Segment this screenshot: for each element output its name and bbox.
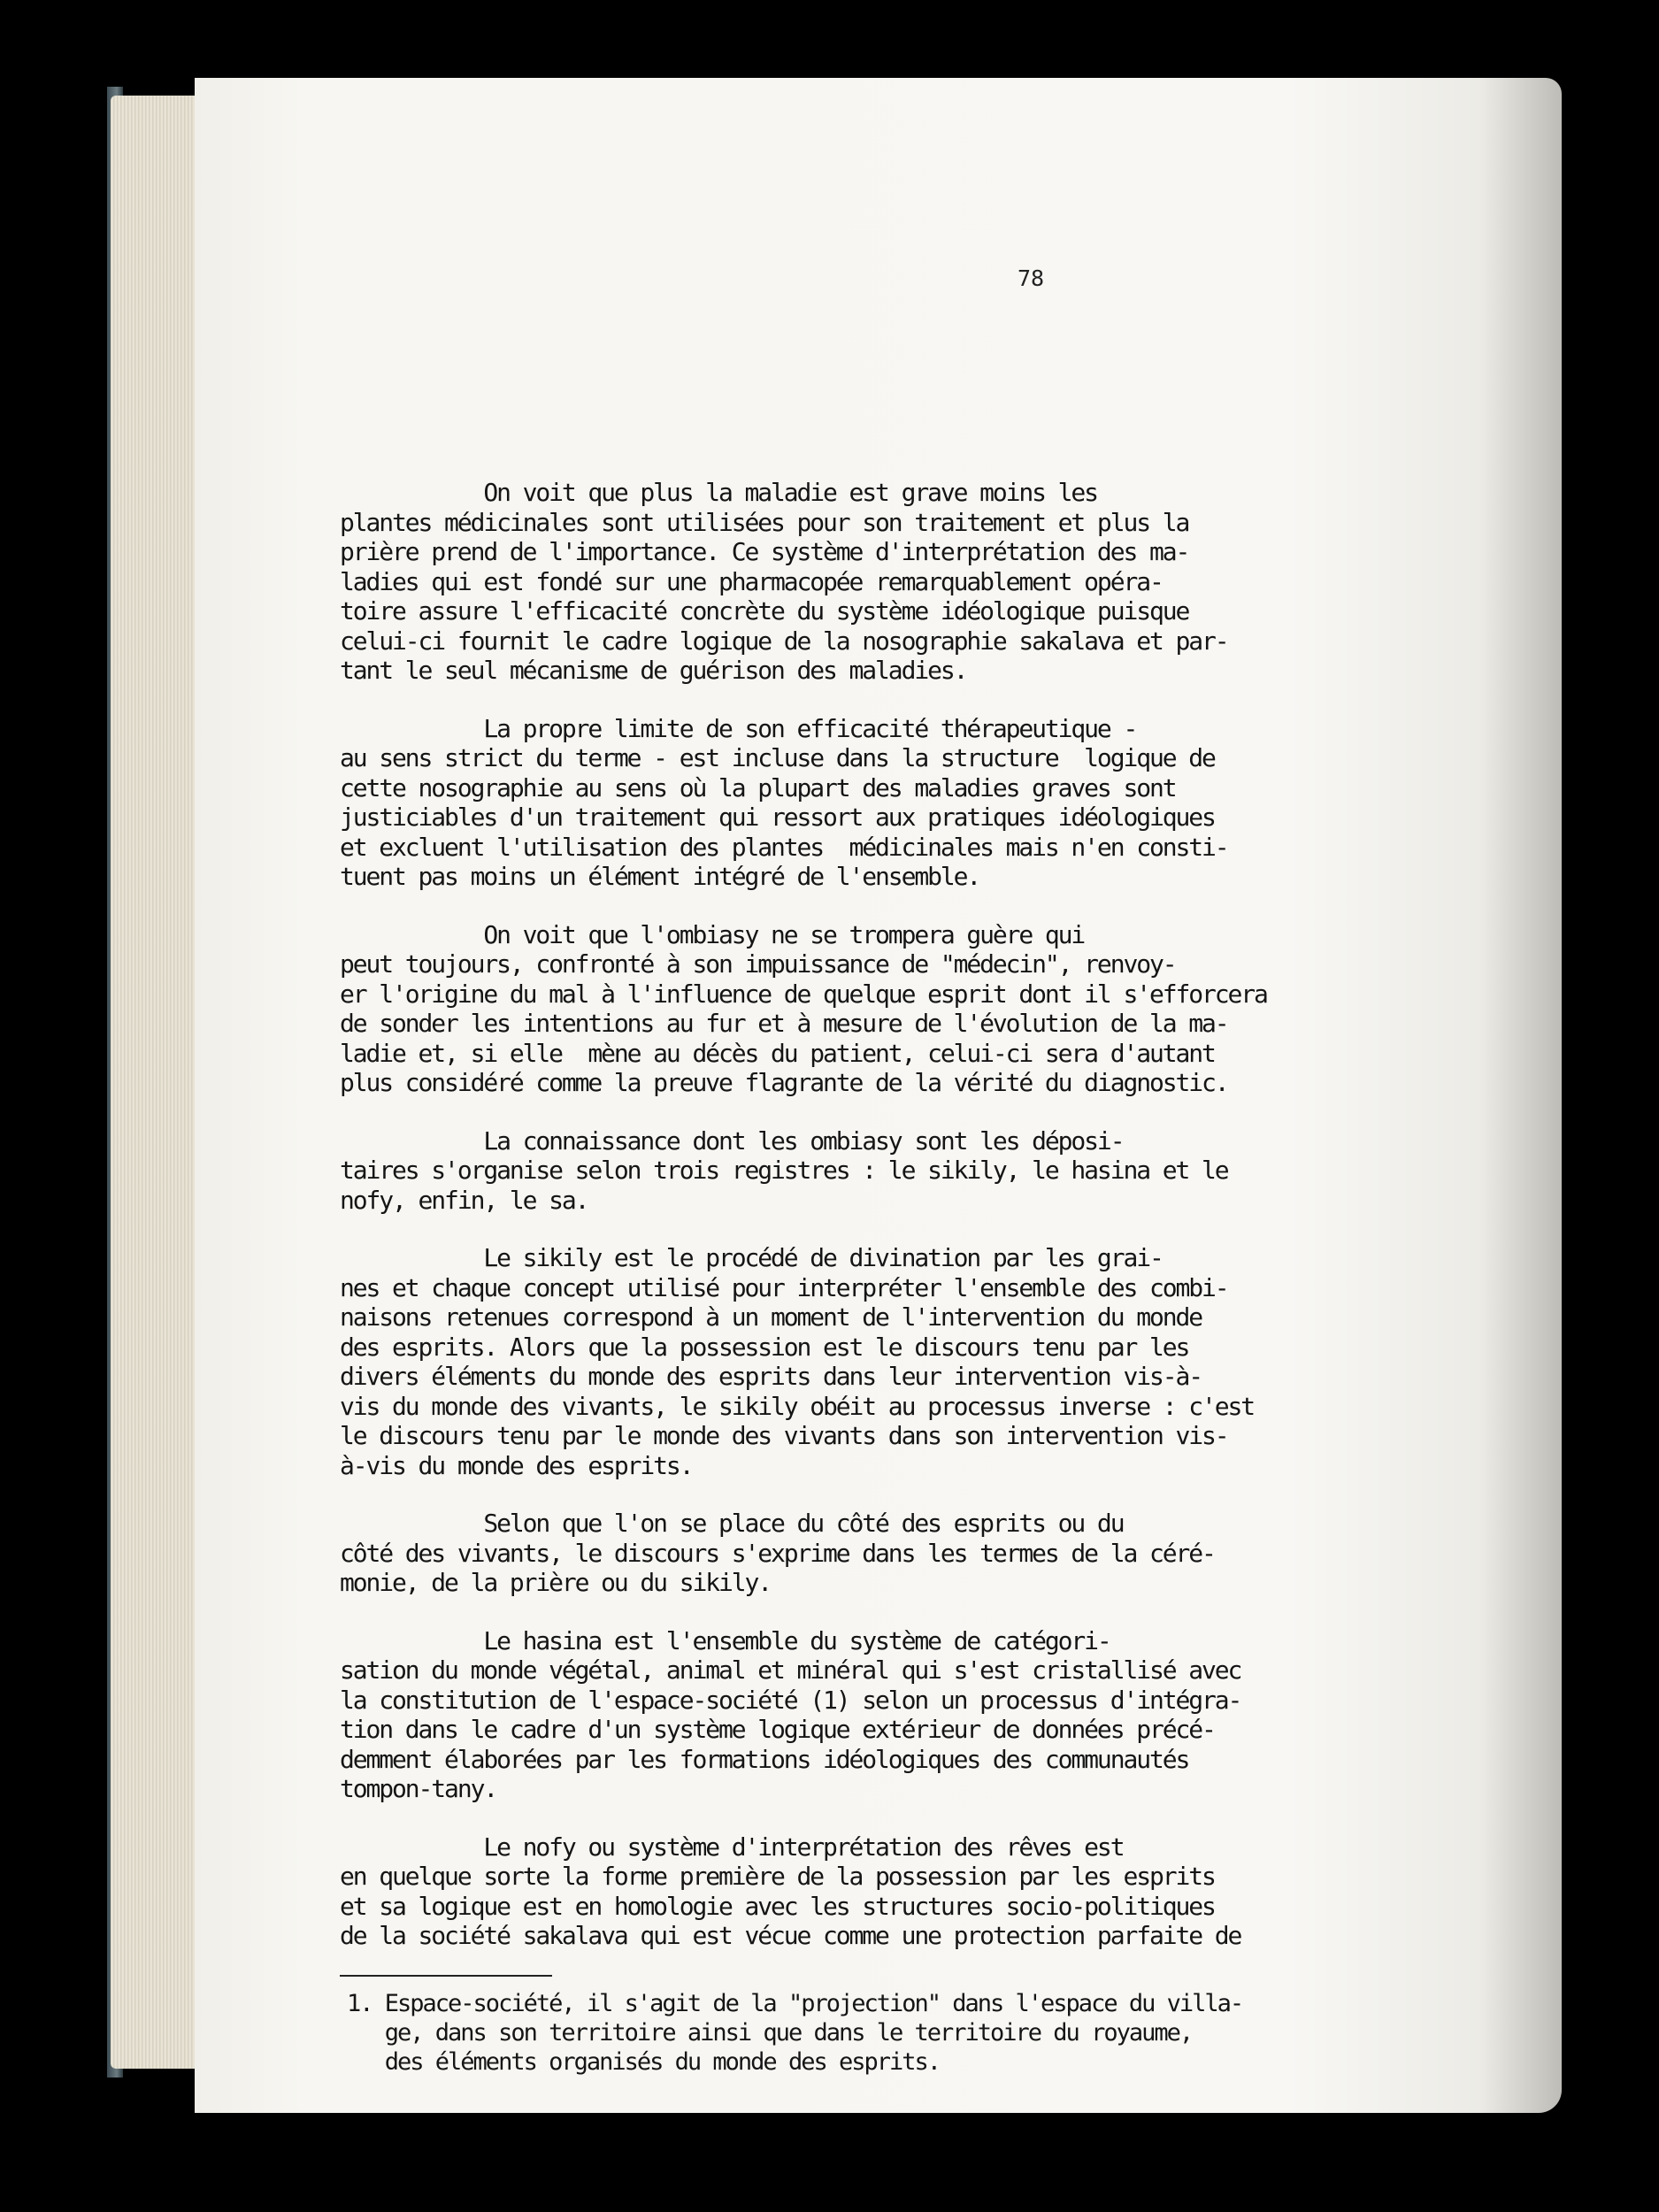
paragraph (340, 1509, 1463, 1598)
text-line: à-vis du monde des esprits. (340, 1450, 693, 1480)
page-edges (111, 96, 208, 2069)
text-line: taires s'organise selon trois registres : le sikily, le hasina et le (340, 1156, 1228, 1185)
footnote-divider (340, 1975, 552, 1977)
text-line: toire assure l'efficacité concrète du système idéologique puisque (340, 596, 1189, 626)
text-line: peut toujours, confronté à son impuissance de "médecin", renvoy- (340, 949, 1176, 979)
text-line: On voit que plus la maladie est grave moins les (340, 478, 1097, 507)
text-line: cette nosographie au sens où la plupart des maladies graves sont (340, 772, 1176, 803)
paragraph-gap (340, 892, 1463, 920)
paragraph-gap (340, 686, 1463, 714)
footnote-line: ge, dans son territoire ainsi que dans le territoire du royaume, (347, 2019, 1193, 2047)
text-line: tuent pas moins un élément intégré de l'ensemble. (340, 862, 980, 891)
text-line: plantes médicinales sont utilisées pour son traitement et plus la (340, 507, 1189, 537)
paragraph (340, 1626, 1463, 1804)
paragraph-gap (340, 1804, 1463, 1832)
text-line: Le nofy ou système d'interprétation des rêves est (340, 1832, 1124, 1862)
footnote (347, 1989, 1453, 2077)
paragraph (340, 1126, 1463, 1216)
text-line: Le hasina est l'ensemble du système de catégori- (340, 1625, 1110, 1655)
text-line: tion dans le cadre d'un système logique extérieur de données précé- (340, 1715, 1215, 1744)
text-line: tompon-tany. (340, 1774, 497, 1803)
text-line: ladie et, si elle mène au décès du patient, celui-ci sera d'autant (340, 1038, 1215, 1068)
page-number: 78 (1018, 265, 1045, 291)
text-line: naisons retenues correspond à un moment de l'intervention du monde (340, 1302, 1202, 1332)
text-line: prière prend de l'importance. Ce système d'interprétation des ma- (340, 537, 1189, 566)
text-line: nofy, enfin, le sa. (340, 1185, 588, 1215)
text-line: de sonder les intentions au fur et à mesure de l'évolution de la ma- (340, 1009, 1228, 1038)
text-line: justiciables d'un traitement qui ressort aux pratiques idéologiques (340, 803, 1215, 832)
text-line: Le sikily est le procédé de divination par les grai- (340, 1243, 1163, 1272)
text-line: tant le seul mécanisme de guérison des maladies. (340, 656, 967, 685)
text-line: ladies qui est fondé sur une pharmacopée remarquablement opéra- (340, 566, 1163, 596)
paragraph (340, 1243, 1463, 1480)
text-line: côté des vivants, le discours s'exprime dans les termes de la céré- (340, 1538, 1215, 1568)
paragraph-gap (340, 1480, 1463, 1509)
text-line: nes et chaque concept utilisé pour interpréter l'ensemble des combi- (340, 1272, 1228, 1302)
footnote-line: des éléments organisés du monde des esprits. (347, 2048, 941, 2076)
text-line: plus considéré comme la preuve flagrante de la vérité du diagnostic. (340, 1068, 1228, 1097)
text-line: celui-ci fournit le cadre logique de la nosographie sakalava et par- (340, 626, 1228, 656)
paragraph (340, 478, 1463, 686)
text-line: er l'origine du mal à l'influence de quelque esprit dont il s'efforcera (340, 979, 1267, 1009)
text-line: La connaissance dont les ombiasy sont les déposi- (340, 1125, 1124, 1156)
text-line: divers éléments du monde des esprits dans leur intervention vis-à- (340, 1362, 1202, 1391)
paragraph-gap (340, 1098, 1463, 1126)
footnote-line: 1. Espace-société, il s'agit de la "projection" dans l'espace du villa- (347, 1990, 1243, 2017)
text-line: le discours tenu par le monde des vivants dans son intervention vis- (340, 1421, 1228, 1450)
text-line: sation du monde végétal, animal et minéral qui s'est cristallisé avec (340, 1655, 1241, 1685)
text-line: et sa logique est en homologie avec les structures socio-politiques (340, 1891, 1215, 1921)
text-line: au sens strict du terme - est incluse dans la structure logique de (340, 743, 1215, 772)
text-line: On voit que l'ombiasy ne se trompera guère qui (340, 919, 1085, 949)
paragraph-gap (340, 1215, 1463, 1243)
paragraph (340, 1832, 1463, 1951)
body-text (340, 478, 1463, 1951)
text-line: des esprits. Alors que la possession est le discours tenu par les (340, 1332, 1189, 1362)
text-line: vis du monde des vivants, le sikily obéit au processus inverse : c'est (340, 1391, 1255, 1421)
text-line: monie, de la prière ou du sikily. (340, 1568, 771, 1597)
text-line: Selon que l'on se place du côté des esprits ou du (340, 1509, 1124, 1538)
paragraph-gap (340, 1598, 1463, 1626)
paragraph (340, 920, 1463, 1098)
text-line: et excluent l'utilisation des plantes médicinales mais n'en consti- (340, 832, 1228, 862)
paragraph (340, 714, 1463, 892)
text-line: La propre limite de son efficacité thérapeutique - (340, 713, 1137, 743)
text-line: en quelque sorte la forme première de la possession par les esprits (340, 1862, 1215, 1891)
text-line: demment élaborées par les formations idéologiques des communautés (340, 1744, 1189, 1774)
text-line: la constitution de l'espace-société (1) selon un processus d'intégra- (340, 1685, 1241, 1715)
text-line: de la société sakalava qui est vécue comme une protection parfaite de (340, 1921, 1241, 1950)
